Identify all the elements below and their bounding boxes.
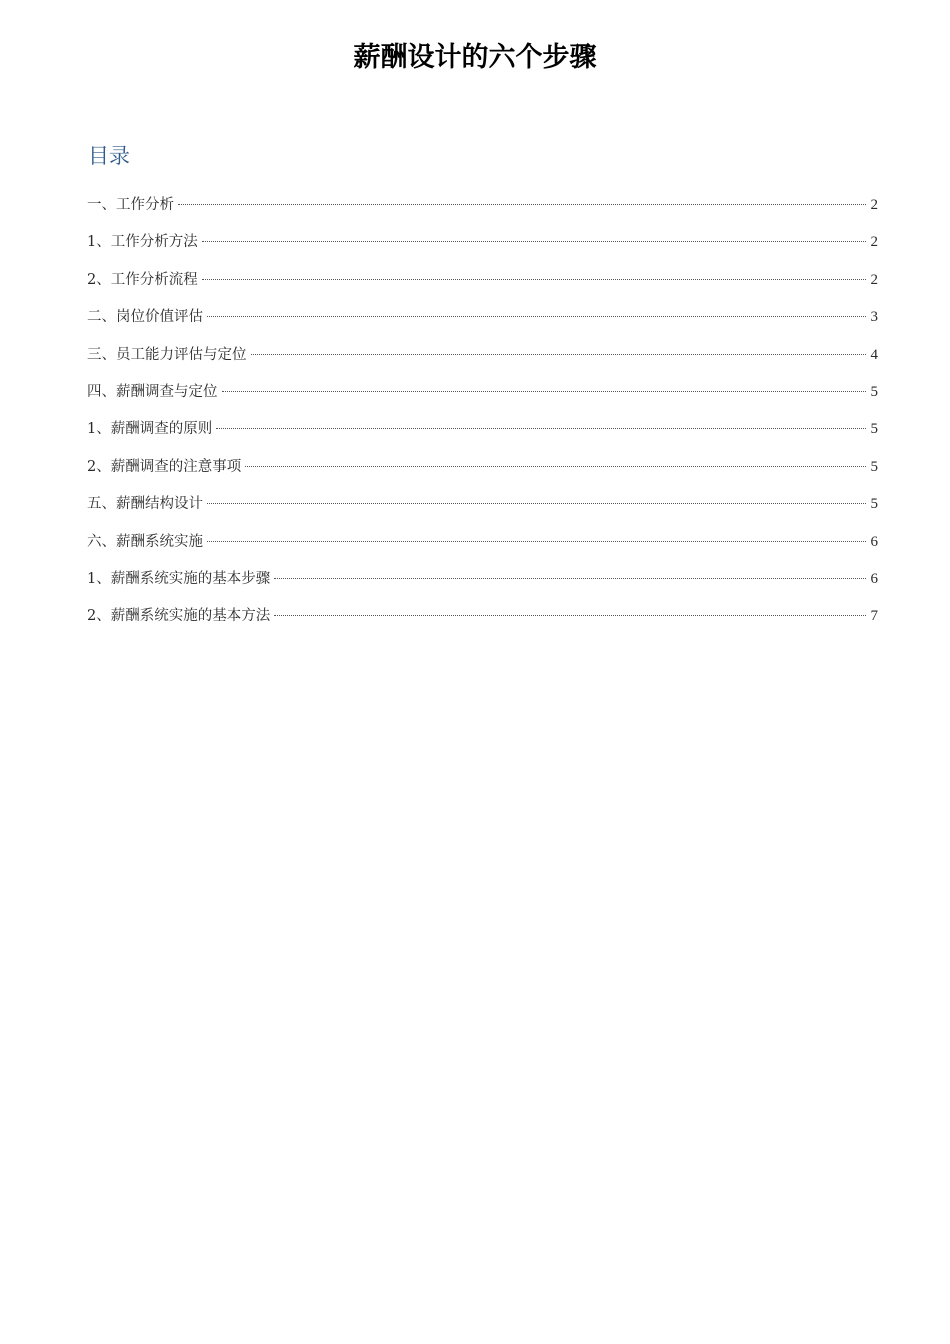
toc-page-number: 6 <box>870 570 878 587</box>
toc-dot-leader <box>222 391 867 392</box>
toc-dot-leader <box>207 541 866 542</box>
toc-entry-label: 1、工作分析方法 <box>87 234 198 251</box>
toc-entry-label: 六、薪酬系统实施 <box>87 533 203 550</box>
toc-dot-leader <box>207 503 866 504</box>
toc-entry-label: 三、员工能力评估与定位 <box>87 346 247 363</box>
toc-entry-label: 二、岗位价值评估 <box>87 309 203 326</box>
toc-entry-label: 五、薪酬结构设计 <box>87 496 203 513</box>
toc-entry-salary-survey[interactable] <box>87 380 878 417</box>
toc-page-number: 2 <box>870 234 878 251</box>
toc-dot-leader <box>202 279 866 280</box>
toc-entry-label: 2、工作分析流程 <box>87 271 198 288</box>
toc-entry-structure-design[interactable] <box>87 492 878 529</box>
toc-dot-leader <box>245 466 866 467</box>
toc-entry-position-evaluation[interactable] <box>87 305 878 342</box>
toc-entry-label: 1、薪酬系统实施的基本步骤 <box>87 570 271 587</box>
toc-entry-implementation-methods[interactable] <box>87 604 878 641</box>
document-title: 薪酬设计的六个步骤 <box>353 42 597 73</box>
toc-page-number: 2 <box>870 271 878 288</box>
toc-dot-leader <box>202 241 866 242</box>
toc-dot-leader <box>274 615 866 616</box>
toc-page-number: 4 <box>870 346 878 363</box>
toc-page-number: 6 <box>870 533 878 550</box>
toc-entry-label: 一、工作分析 <box>87 197 174 213</box>
toc-dot-leader <box>178 204 866 205</box>
toc-entry-survey-notes[interactable] <box>87 455 878 492</box>
toc-page-number: 5 <box>870 383 878 400</box>
toc-page-number: 5 <box>870 421 878 438</box>
toc-entry-competency-evaluation[interactable] <box>87 343 878 380</box>
toc-entry-work-analysis[interactable] <box>87 193 878 230</box>
toc-entry-label: 四、薪酬调查与定位 <box>87 383 218 400</box>
toc-entry-survey-principles[interactable] <box>87 417 878 454</box>
toc-dot-leader <box>207 316 866 317</box>
toc-entry-label: 2、薪酬调查的注意事项 <box>87 458 242 475</box>
toc-entry-label: 1、薪酬调查的原则 <box>87 421 213 438</box>
toc-dot-leader <box>216 428 866 429</box>
toc-entry-work-analysis-process[interactable] <box>87 268 878 305</box>
toc-dot-leader <box>251 354 867 355</box>
toc-page-number: 3 <box>870 309 878 326</box>
table-of-contents <box>87 193 878 642</box>
toc-entry-system-implementation[interactable] <box>87 530 878 567</box>
toc-page-number: 7 <box>870 608 878 625</box>
toc-page-number: 5 <box>870 458 878 475</box>
toc-dot-leader <box>274 578 866 579</box>
toc-page-number: 2 <box>870 197 878 213</box>
toc-heading: 目录 <box>88 144 130 168</box>
toc-entry-label: 2、薪酬系统实施的基本方法 <box>87 608 271 625</box>
toc-page-number: 5 <box>870 496 878 513</box>
toc-entry-work-analysis-methods[interactable] <box>87 230 878 267</box>
toc-entry-implementation-steps[interactable] <box>87 567 878 604</box>
